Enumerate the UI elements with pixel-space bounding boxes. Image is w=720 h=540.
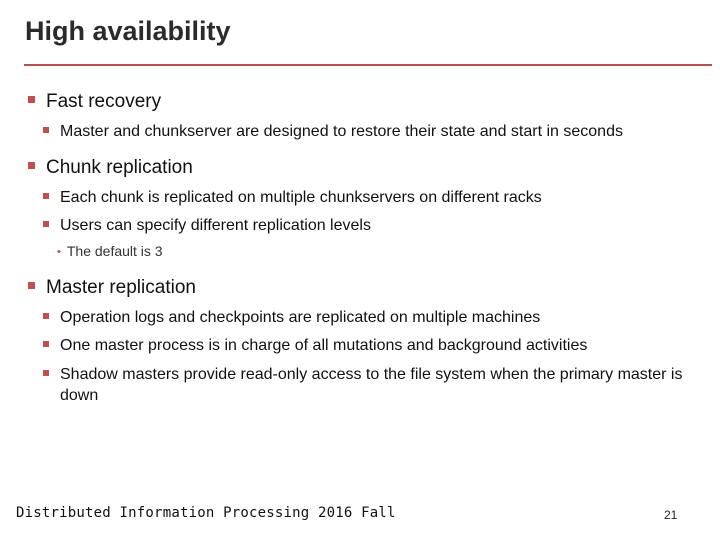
square-bullet-icon xyxy=(43,313,49,319)
square-bullet-icon xyxy=(43,127,49,133)
bullet-text: Each chunk is replicated on multiple chunkservers on different racks xyxy=(60,189,542,206)
square-bullet-icon xyxy=(28,282,35,289)
slide-title: High availability xyxy=(25,16,231,46)
bullet-item xyxy=(43,187,703,208)
section-heading-text: Chunk replication xyxy=(46,157,193,178)
square-bullet-icon xyxy=(28,96,35,103)
bullet-item xyxy=(43,335,703,356)
section-heading-chunk-replication xyxy=(28,157,193,179)
bullet-item xyxy=(43,121,703,142)
section-heading-master-replication xyxy=(28,277,196,299)
square-bullet-icon xyxy=(28,162,35,169)
square-bullet-icon xyxy=(43,341,49,347)
section-heading-fast-recovery xyxy=(28,91,161,113)
footer-course-name: Distributed Information Processing 2016 Fall xyxy=(16,505,396,521)
square-bullet-icon xyxy=(43,370,49,376)
sub-bullet-item xyxy=(57,243,163,259)
bullet-item xyxy=(43,215,703,236)
bullet-item xyxy=(43,364,693,406)
square-bullet-icon xyxy=(43,193,49,199)
bullet-text: Operation logs and checkpoints are replicated on multiple machines xyxy=(60,309,541,326)
page-number: 21 xyxy=(664,508,678,522)
bullet-text: Users can specify different replication levels xyxy=(60,217,371,234)
bullet-text: Shadow masters provide read-only access to the file system when the primary master is down xyxy=(60,366,683,404)
section-heading-text: Master replication xyxy=(46,277,196,298)
sub-bullet-text: The default is 3 xyxy=(66,243,163,259)
bullet-item xyxy=(43,307,703,328)
section-heading-text: Fast recovery xyxy=(46,91,162,112)
bullet-text: Master and chunkserver are designed to restore their state and start in seconds xyxy=(60,123,623,140)
dot-bullet-icon: • xyxy=(57,246,61,258)
bullet-text: One master process is in charge of all mutations and background activities xyxy=(60,337,588,354)
title-divider xyxy=(24,64,712,66)
square-bullet-icon xyxy=(43,221,49,227)
